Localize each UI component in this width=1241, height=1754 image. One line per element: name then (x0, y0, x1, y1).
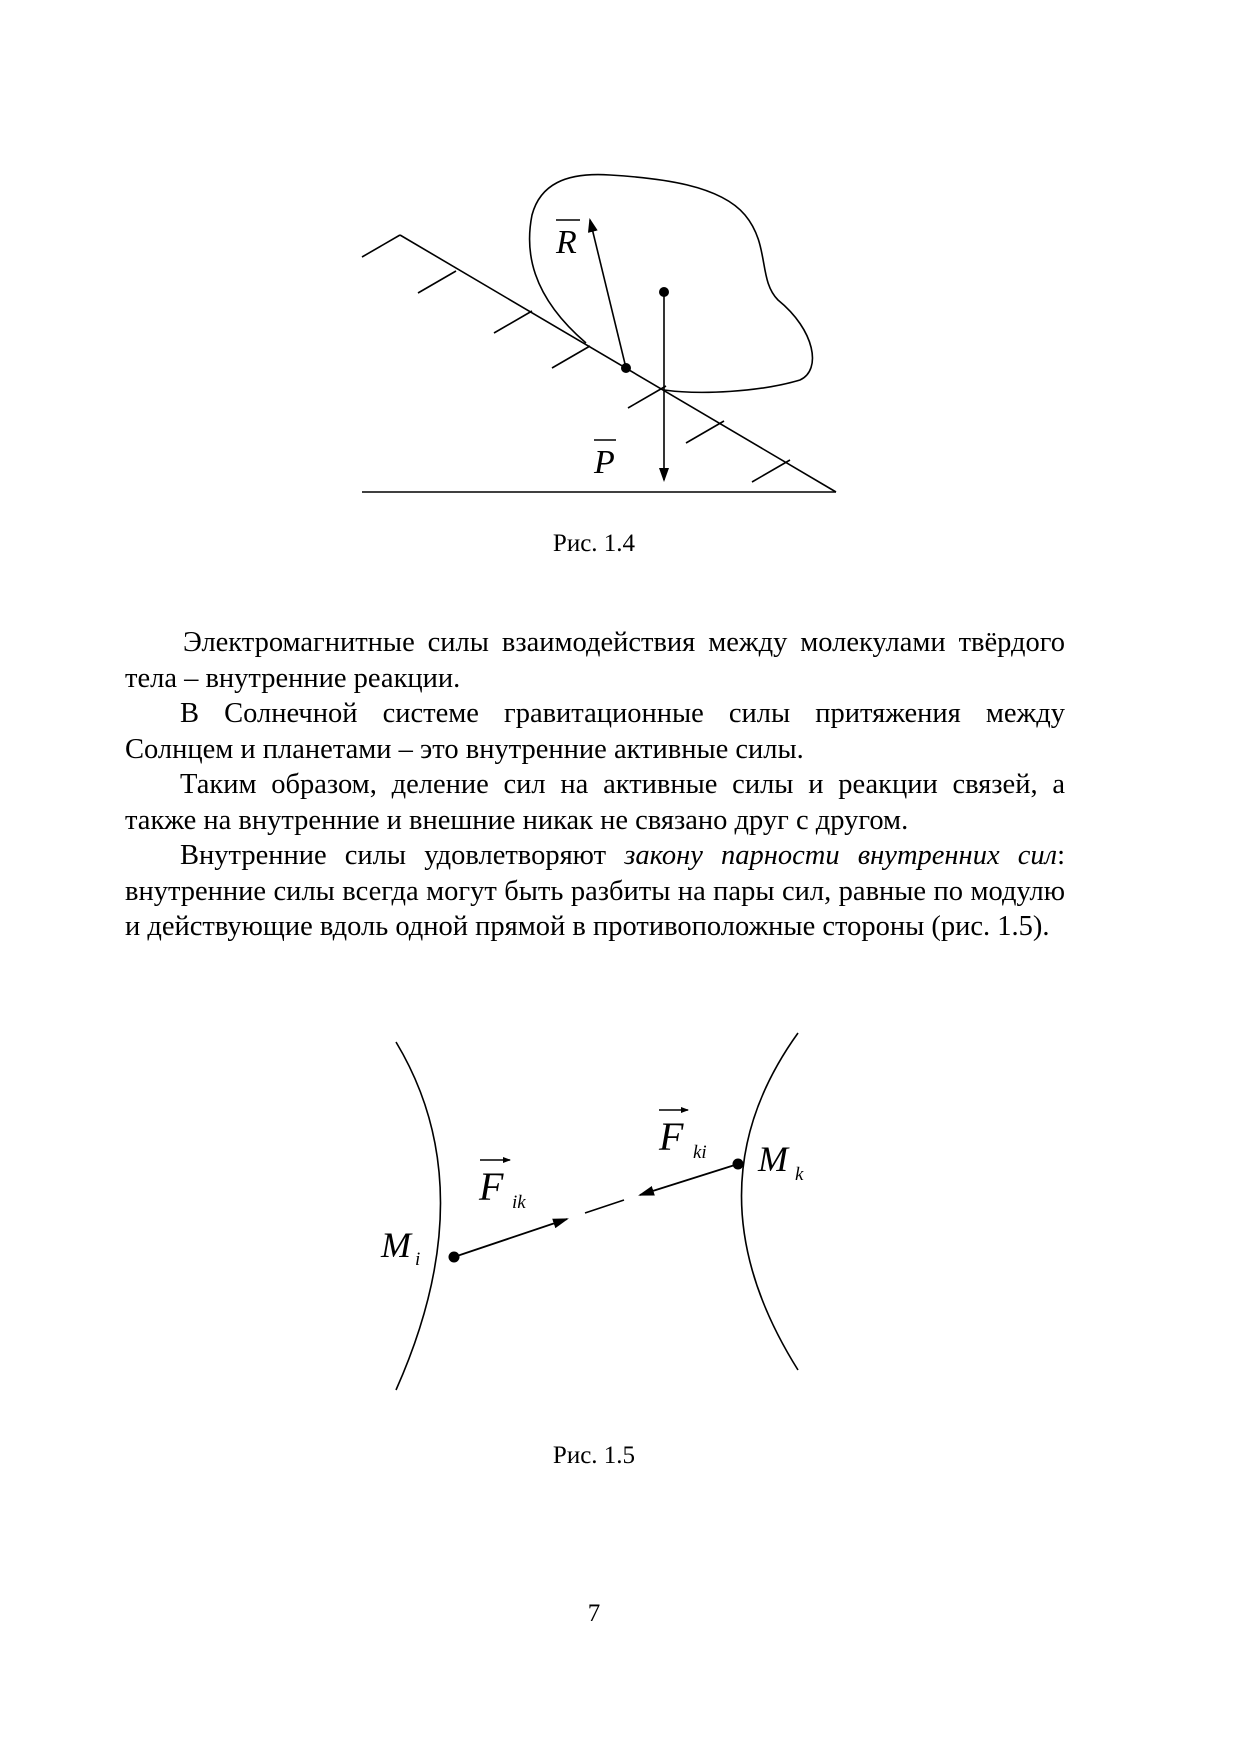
inclined-plane (400, 235, 836, 492)
paragraph-2: В Солнечной системе гравитационные силы притяжения между Солнцем и планетами – это внутренние активные силы. (125, 698, 1065, 765)
svg-text:ki: ki (693, 1142, 707, 1163)
svg-text:k: k (795, 1164, 804, 1185)
force-fki-arrow (640, 1164, 738, 1195)
svg-text:ik: ik (512, 1192, 526, 1213)
paragraph-3: Таким образом, деление сил на активные силы и реакции связей, а также на внутренние и внешние никак не связано друг с другом. (125, 769, 1065, 836)
figure-1-4 (0, 150, 1241, 500)
center-of-mass-point (659, 287, 669, 297)
label-r: R (556, 224, 577, 261)
line-of-action-dash (585, 1200, 624, 1213)
label-mk: M (758, 1139, 788, 1179)
reaction-force-arrow (590, 220, 626, 368)
body-k-boundary (742, 1033, 799, 1370)
label-mi: M (381, 1225, 411, 1265)
page-number: 7 (587, 1600, 601, 1627)
svg-text:i: i (415, 1249, 421, 1270)
paragraph-4: Внутренние силы удовлетворяют закону парности внутренних сил: внутренние силы всегда могут быть разбиты на пары сил, равные по модулю и действующие вдоль одной прямой в противоположные стороны (рис. 1.5). (125, 840, 1065, 942)
contact-point (621, 363, 631, 373)
label-fki: F (659, 1114, 684, 1159)
figure-1-5-caption: Рис. 1.5 (552, 1442, 636, 1469)
body-text (125, 625, 1065, 945)
rigid-body-outline (530, 175, 813, 393)
law-term: закону парности внутренних сил (624, 840, 1058, 871)
paragraph-1: Электромагнитные силы взаимодействия между молекулами твёрдого тела – внутренние реакции. (125, 627, 1065, 694)
figure-1-5 (0, 1015, 1241, 1395)
label-p: P (594, 444, 615, 481)
label-fik: F (479, 1164, 504, 1209)
force-fik-arrow (454, 1219, 567, 1257)
body-i-boundary (396, 1042, 441, 1390)
figure-1-4-caption: Рис. 1.4 (552, 530, 636, 557)
